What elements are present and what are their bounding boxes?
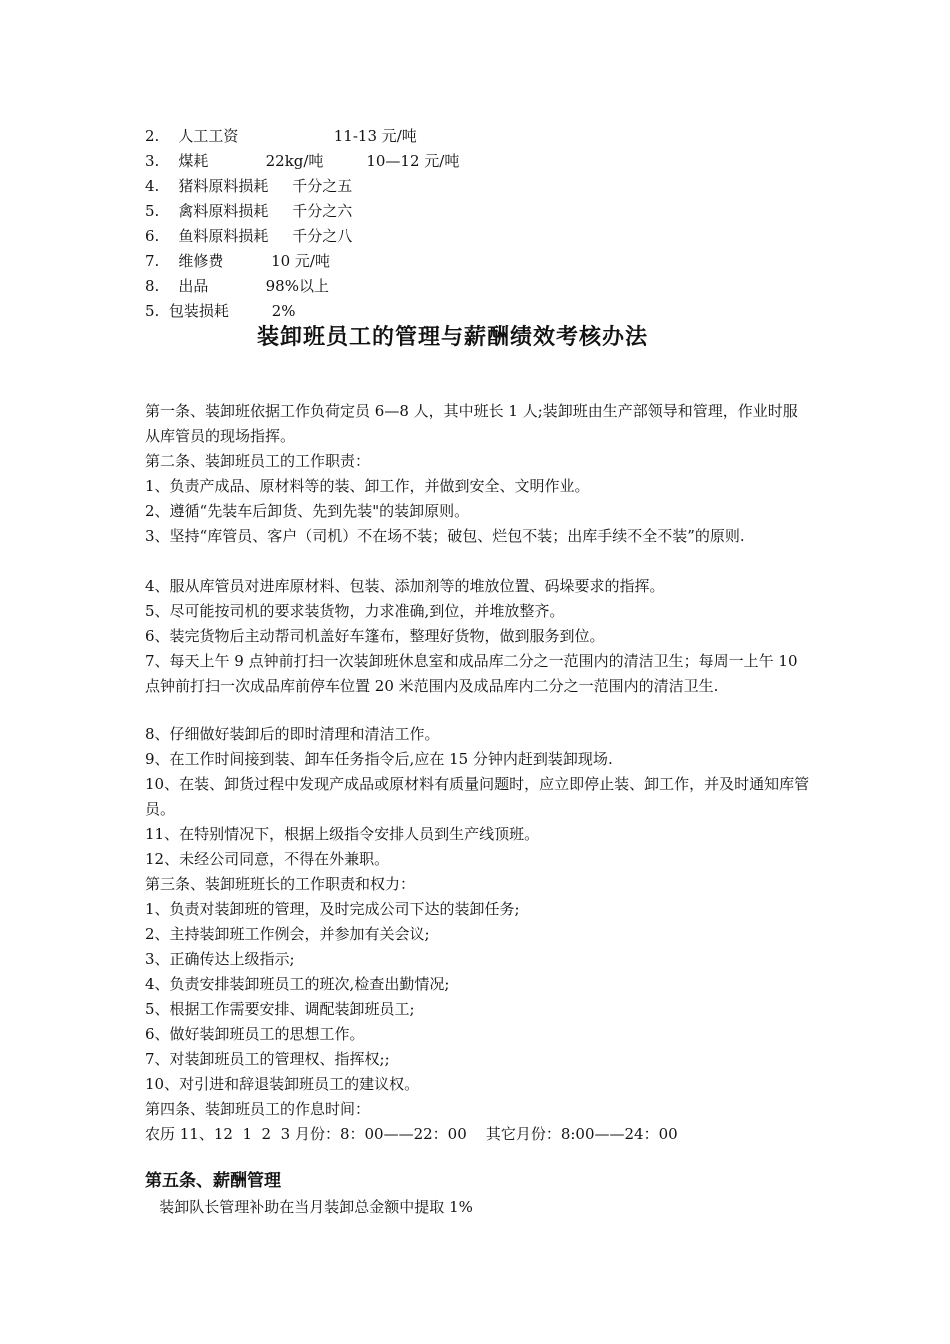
cost-item-poultry-feed-loss: 5. 禽料原料损耗 千分之六 bbox=[145, 202, 353, 220]
document-title: 装卸班员工的管理与薪酬绩效考核办法 bbox=[256, 324, 648, 350]
duty-10: 10、在装、卸货过程中发现产成品或原材料有质量问题时，应立即停止装、卸工作，并及时通知库管员。 bbox=[145, 775, 810, 818]
duty-5: 5、尽可能按司机的要求装货物，力求准确,到位，并堆放整齐。 bbox=[145, 602, 565, 620]
duty-7: 7、每天上午 9 点钟前打扫一次装卸班休息室和成品库二分之一范围内的清洁卫生；每周一上午 10 点钟前打扫一次成品库前停车位置 20 米范围内及成品库内二分之一范围内的清洁卫生. bbox=[145, 652, 798, 695]
duty-9: 9、在工作时间接到装、卸车任务指令后,应在 15 分钟内赶到装卸现场. bbox=[145, 750, 613, 768]
article-3-heading: 第三条、装卸班班长的工作职责和权力： bbox=[145, 875, 416, 893]
duty-8: 8、仔细做好装卸后的即时清理和清洁工作。 bbox=[145, 725, 440, 743]
leader-duty-1: 1、负责对装卸班的管理，及时完成公司下达的装卸任务; bbox=[145, 900, 520, 918]
leader-duty-2: 2、主持装卸班工作例会，并参加有关会议; bbox=[145, 925, 430, 943]
cost-item-labor: 2. 人工工资 11-13 元/吨 bbox=[145, 127, 417, 145]
leader-duty-3: 3、正确传达上级指示; bbox=[145, 950, 295, 968]
work-schedule: 农历 11、12 1 2 3 月份：8：00——22：00 其它月份：8:00——24：00 bbox=[145, 1125, 678, 1143]
cost-item-coal: 3. 煤耗 22kg/吨 10—12 元/吨 bbox=[145, 152, 460, 170]
article-2-heading: 第二条、装卸班员工的工作职责： bbox=[145, 452, 371, 470]
cost-item-packaging-loss: 5. 包装损耗 2% bbox=[145, 302, 296, 320]
cost-item-output: 8. 出品 98%以上 bbox=[145, 277, 329, 295]
duty-12: 12、未经公司同意，不得在外兼职。 bbox=[145, 850, 390, 868]
article-1: 第一条、装卸班依据工作负荷定员 6—8 人，其中班长 1 人;装卸班由生产部领导和管理，作业时服从库管员的现场指挥。 bbox=[145, 402, 798, 445]
leader-duty-5: 5、根据工作需要安排、调配装卸班员工; bbox=[145, 1000, 415, 1018]
leader-duty-10: 10、对引进和辞退装卸班员工的建议权。 bbox=[145, 1075, 420, 1093]
article-4-heading: 第四条、装卸班员工的作息时间： bbox=[145, 1100, 371, 1118]
cost-item-maintenance: 7. 维修费 10 元/吨 bbox=[145, 252, 330, 270]
duty-2: 2、遵循“先装车后卸货、先到先装"的装卸原则。 bbox=[145, 502, 470, 520]
article-5-heading: 第五条、薪酬管理 bbox=[145, 1171, 281, 1191]
article-5-text: 装卸队长管理补助在当月装卸总金额中提取 1% bbox=[145, 1198, 473, 1216]
cost-item-pig-feed-loss: 4. 猪料原料损耗 千分之五 bbox=[145, 177, 353, 195]
duty-4: 4、服从库管员对进库原材料、包装、添加剂等的堆放位置、码垛要求的指挥。 bbox=[145, 577, 665, 595]
duty-11: 11、在特别情况下，根据上级指令安排人员到生产线顶班。 bbox=[145, 825, 540, 843]
leader-duty-6: 6、做好装卸班员工的思想工作。 bbox=[145, 1025, 365, 1043]
leader-duty-7: 7、对装卸班员工的管理权、指挥权;; bbox=[145, 1050, 390, 1068]
cost-item-fish-feed-loss: 6. 鱼料原料损耗 千分之八 bbox=[145, 227, 353, 245]
duty-1: 1、负责产成品、原材料等的装、卸工作，并做到安全、文明作业。 bbox=[145, 477, 590, 495]
duty-6: 6、装完货物后主动帮司机盖好车篷布，整理好货物，做到服务到位。 bbox=[145, 627, 605, 645]
leader-duty-4: 4、负责安排装卸班员工的班次,检查出勤情况; bbox=[145, 975, 450, 993]
duty-3: 3、坚持“库管员、客户（司机）不在场不装；破包、烂包不装；出库手续不全不装”的原则. bbox=[145, 527, 745, 545]
